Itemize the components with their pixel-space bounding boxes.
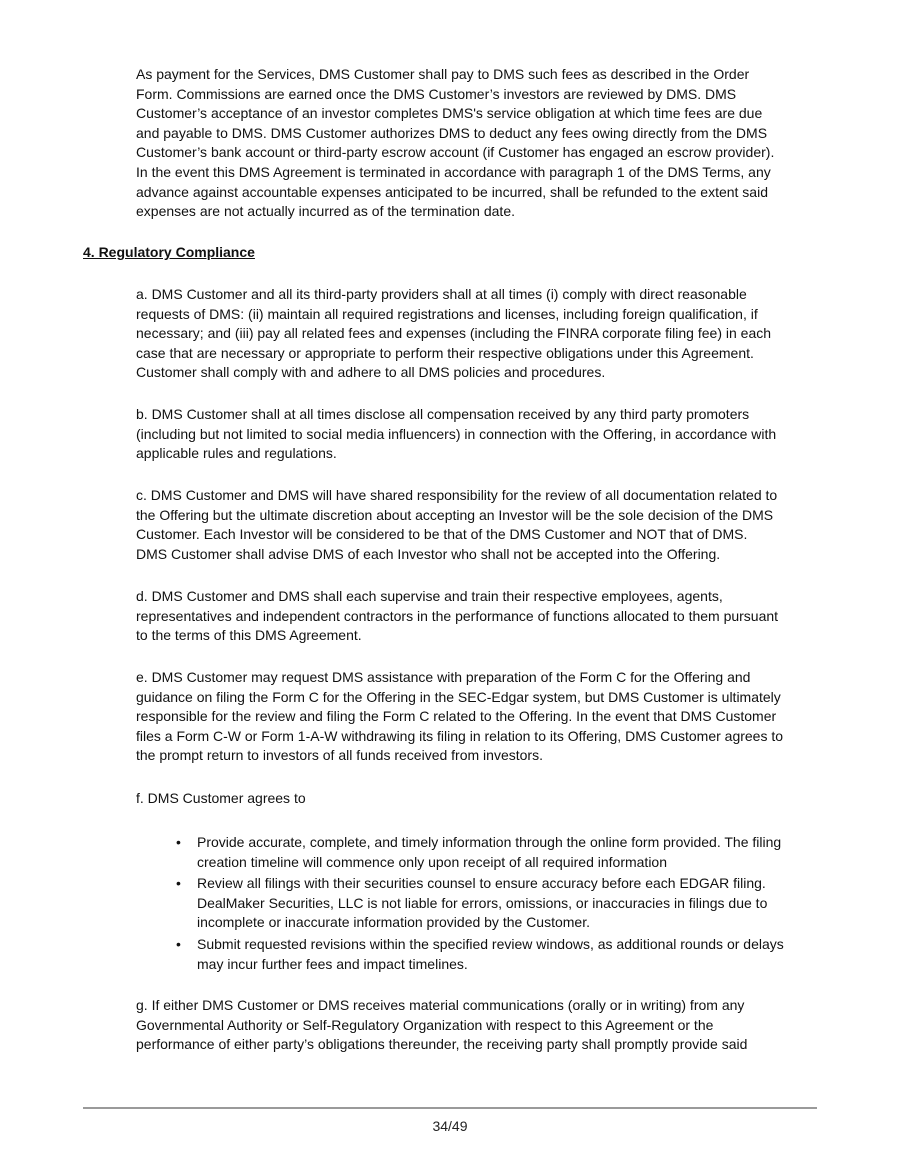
text-line: Customer’s bank account or third-party escrow account (if Customer has engaged an escrow provider). — [136, 144, 775, 161]
section-heading: 4. Regulatory Compliance — [83, 244, 255, 260]
text-line: requests of DMS: (ii) maintain all required registrations and licenses, including foreign qualification, if — [136, 305, 758, 322]
text-line: representatives and independent contractors in the performance of functions allocated to them pursuant — [136, 607, 779, 624]
page-number: 34/49 — [432, 1118, 468, 1134]
text-line: Provide accurate, complete, and timely information through the online form provided. The filing — [197, 834, 782, 850]
text-line: Governmental Authority or Self-Regulatory Organization with respect to this Agreement or the — [136, 1016, 714, 1033]
text-line: incomplete or inaccurate information provided by the Customer. — [197, 914, 590, 931]
text-line: Submit requested revisions within the specified review windows, as additional rounds or delays — [197, 936, 784, 952]
text-line: the Offering but the ultimate discretion about accepting an Investor will be the sole decision of the DMS — [136, 506, 774, 523]
text-line: to the terms of this DMS Agreement. — [136, 627, 362, 644]
text-line: Customer. Each Investor will be considered to be that of the DMS Customer and NOT that of DMS. — [136, 526, 748, 543]
bullet-item — [176, 874, 767, 933]
text-line: f. DMS Customer agrees to — [136, 790, 306, 806]
text-line: e. DMS Customer may request DMS assistance with preparation of the Form C for the Offering and — [136, 669, 751, 685]
paragraph-payment — [136, 65, 774, 222]
text-line: Customer shall comply with and adhere to all DMS policies and procedures. — [136, 364, 606, 381]
text-line: c. DMS Customer and DMS will have shared responsibility for the review of all documentation related to — [136, 487, 778, 503]
text-line: expenses are not actually incurred as of the termination date. — [136, 203, 515, 220]
text-line: responsible for the review and filing the Form C related to the Offering. In the event that DMS Customer — [136, 708, 777, 725]
text-line: a. DMS Customer and all its third-party providers shall at all times (i) comply with direct reasonable — [136, 286, 747, 302]
text-line: DealMaker Securities, LLC is not liable for errors, omissions, or inaccuracies in filings due to — [197, 894, 768, 911]
footer-divider — [83, 1107, 817, 1109]
text-line: Form. Commissions are earned once the DMS Customer’s investors are reviewed by DMS. DMS — [136, 85, 737, 102]
paragraph-f — [136, 789, 306, 809]
text-line: DMS Customer shall advise DMS of each Investor who shall not be accepted into the Offering. — [136, 545, 721, 562]
text-line: Review all filings with their securities counsel to ensure accuracy before each EDGAR filing. — [197, 875, 766, 891]
text-line: In the event this DMS Agreement is terminated in accordance with paragraph 1 of the DMS Terms, any — [136, 163, 771, 180]
text-line: g. If either DMS Customer or DMS receives material communications (orally or in writing) from any — [136, 997, 745, 1013]
text-line: files a Form C-W or Form 1-A-W withdrawing its filing in relation to its Offering, DMS Customer agrees to — [136, 727, 784, 744]
text-line: advance against accountable expenses anticipated to be incurred, shall be refunded to the extent said — [136, 183, 768, 200]
paragraph-c — [136, 486, 777, 564]
paragraph-a — [136, 285, 771, 383]
text-line: creation timeline will commence only upon receipt of all required information — [197, 853, 668, 870]
bullet-icon: • — [176, 875, 181, 891]
paragraph-e — [136, 668, 783, 766]
paragraph-d — [136, 587, 778, 646]
bullet-item — [176, 833, 781, 872]
text-line: d. DMS Customer and DMS shall each supervise and train their respective employees, agents, — [136, 588, 723, 604]
bullet-item — [176, 935, 784, 974]
text-line: guidance on filing the Form C for the Offering in the SEC-Edgar system, but DMS Customer is ultimately — [136, 688, 781, 705]
text-line: and payable to DMS. DMS Customer authorizes DMS to deduct any fees owing directly from the DMS — [136, 124, 768, 141]
paragraph-b — [136, 405, 776, 464]
text-line: case that are necessary or appropriate to perform their respective obligations under this Agreement. — [136, 344, 754, 361]
text-line: performance of either party’s obligations thereunder, the receiving party shall promptly provide said — [136, 1036, 748, 1053]
text-line: may incur further fees and impact timelines. — [197, 955, 468, 972]
text-line: b. DMS Customer shall at all times disclose all compensation received by any third party promoters — [136, 406, 750, 422]
text-line: applicable rules and regulations. — [136, 445, 337, 462]
bullet-icon: • — [176, 834, 181, 850]
text-line: the prompt return to investors of all funds received from investors. — [136, 747, 543, 764]
text-line: (including but not limited to social media influencers) in connection with the Offering, in accordance with — [136, 425, 777, 442]
text-line: As payment for the Services, DMS Customer shall pay to DMS such fees as described in the Order — [136, 66, 750, 82]
text-line: necessary; and (iii) pay all related fees and expenses (including the FINRA corporate filing fee) in each — [136, 325, 772, 342]
bullet-icon: • — [176, 936, 181, 952]
text-line: Customer’s acceptance of an investor completes DMS's service obligation at which time fees are due — [136, 105, 763, 122]
paragraph-g — [136, 996, 747, 1055]
